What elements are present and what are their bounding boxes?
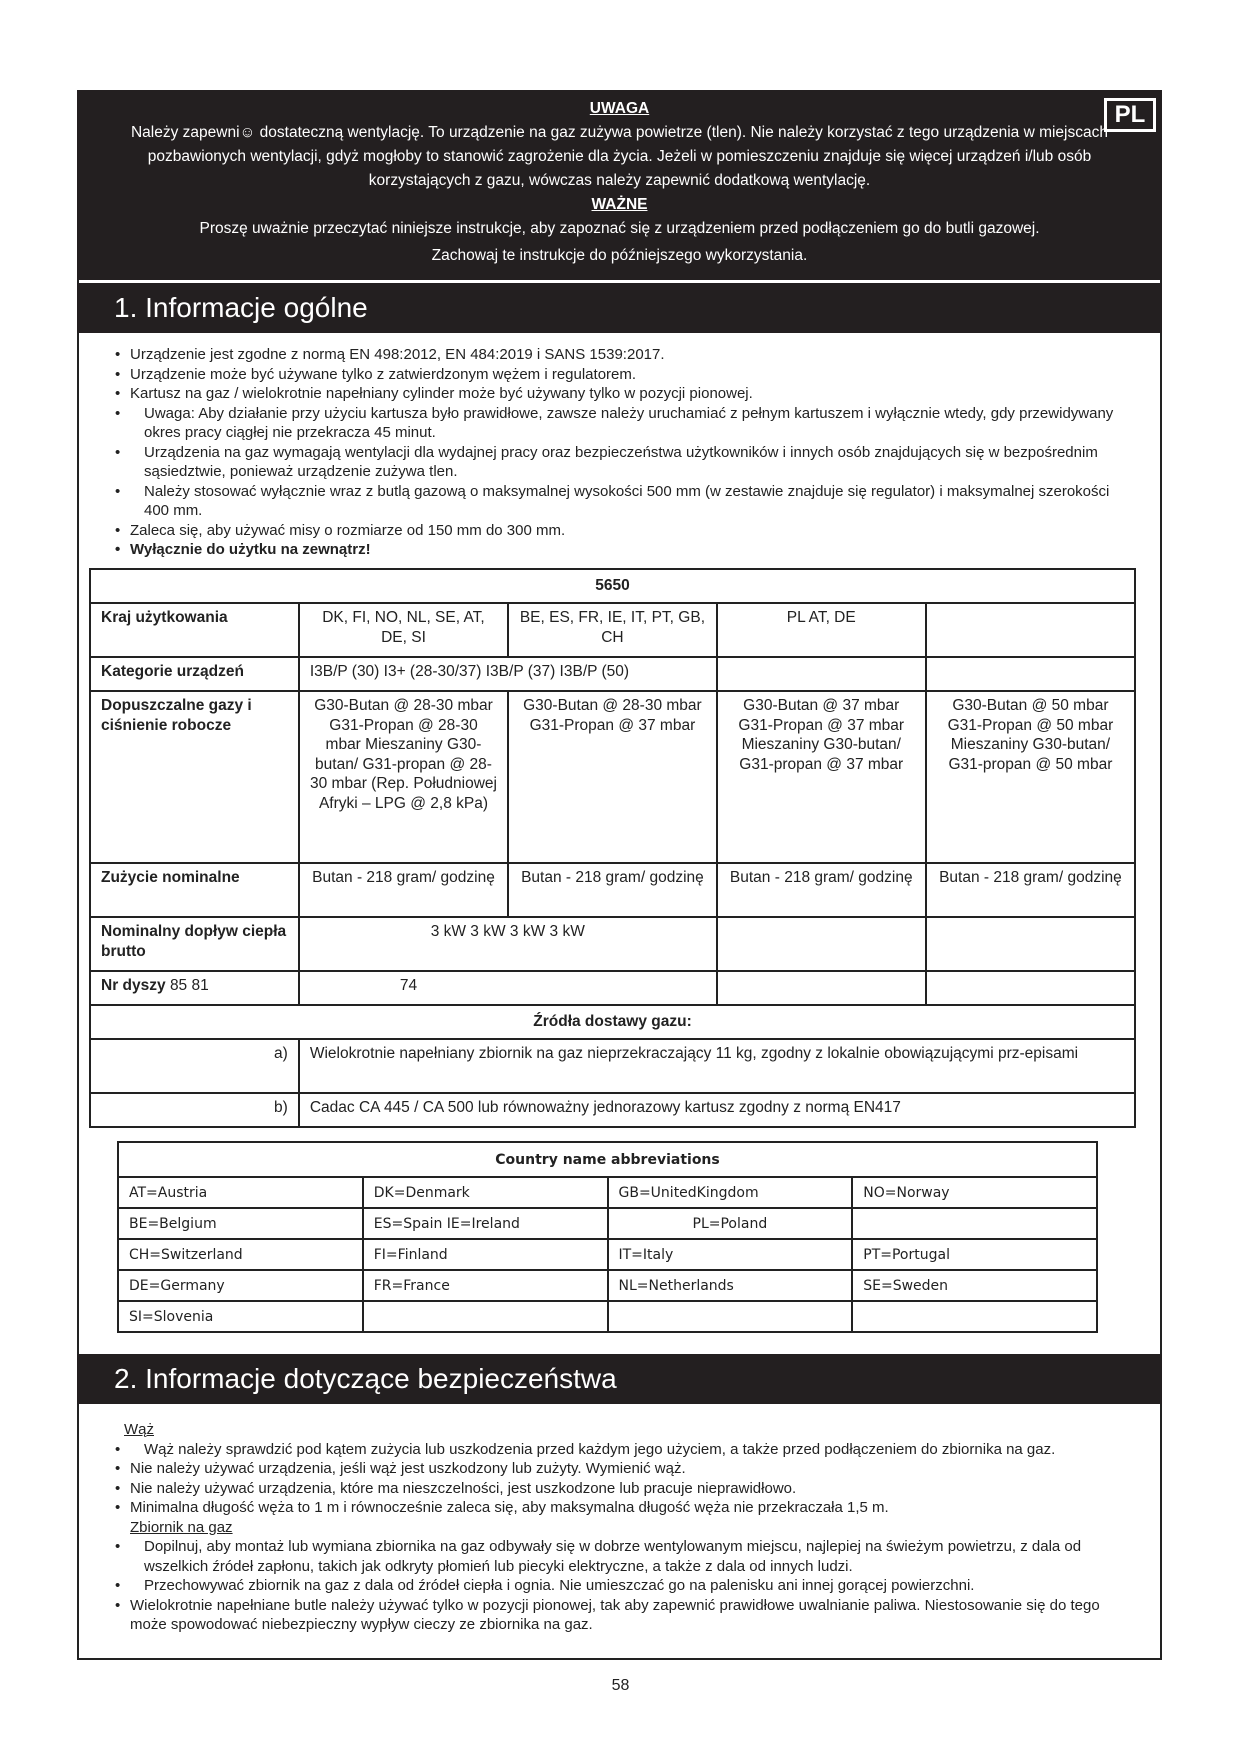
warning-title: UWAGA [589, 100, 650, 117]
heat-input-value: 3 kW 3 kW 3 kW 3 kW [299, 917, 717, 971]
country-group-a: DK, FI, NO, NL, SE, AT, DE, SI [299, 603, 508, 657]
tank-subheading: Zbiornik na gaz [130, 1518, 233, 1536]
abbreviation-title: Country name abbreviations [118, 1142, 1097, 1177]
table-cell: FR=France [363, 1270, 608, 1301]
table-cell: DE=Germany [118, 1270, 363, 1301]
gases-group-d: G30-Butan @ 50 mbar G31-Propan @ 50 mbar Mieszaniny G30-butan/ G31-propan @ 50 mbar [926, 691, 1135, 863]
country-group-b: BE, ES, FR, IE, IT, PT, GB, CH [508, 603, 717, 657]
list-item: • Kartusz na gaz / wielokrotnie napełniany cylinder może być używany tylko w pozycji pionowej. [112, 384, 1132, 404]
general-info-list [112, 345, 1132, 560]
gases-label: Dopuszczalne gazy i ciśnienie robocze [90, 691, 299, 863]
table-cell: PT=Portugal [852, 1239, 1097, 1270]
consumption-d: Butan - 218 gram/ godzinę [926, 863, 1135, 917]
nozzle-row-label [90, 971, 299, 1005]
warning-box [77, 90, 1162, 280]
category-value: I3B/P (30) I3+ (28-30/37) I3B/P (37) I3B/P (50) [299, 657, 717, 691]
table-cell [852, 1208, 1097, 1239]
gases-group-b: G30-Butan @ 28-30 mbar G31-Propan @ 37 mbar [508, 691, 717, 863]
consumption-c: Butan - 218 gram/ godzinę [717, 863, 926, 917]
list-item: • Zaleca się, aby używać misy o rozmiarze od 150 mm do 300 mm. [112, 521, 1132, 541]
list-item: • Wyłącznie do użytku na zewnątrz! [112, 540, 1132, 560]
language-badge: PL [1104, 98, 1156, 132]
list-item: • Wąż należy sprawdzić pod kątem zużycia lub uszkodzenia przed każdym jego użyciem, a także przed podłączeniem do zbiornika na gaz. [112, 1440, 1132, 1460]
consumption-b: Butan - 218 gram/ godzinę [508, 863, 717, 917]
empty-cell [926, 917, 1135, 971]
consumption-a: Butan - 218 gram/ godzinę [299, 863, 508, 917]
list-item: • Dopilnuj, aby montaż lub wymiana zbiornika na gaz odbywały się w dobrze wentylowanym miejscu, najlepiej na świeżym powietrzu, z dala od wszelkich źródeł zapłonu, takich jak odkryty płomień lub piecyki elektryczne, a także z dala od innych ludzi. [112, 1537, 1132, 1576]
page-number: 58 [611, 1677, 630, 1694]
table-row [118, 1177, 1097, 1208]
list-item: • Minimalna długość węża to 1 m i równocześnie zaleca się, aby maksymalna długość węża nie przekraczała 1,5 m. [112, 1498, 1132, 1518]
section-heading-general: 1. Informacje ogólne [77, 283, 1162, 333]
hose-list [112, 1440, 1132, 1518]
table-cell: ES=Spain IE=Ireland [363, 1208, 608, 1239]
list-item: • Nie należy używać urządzenia, które ma nieszczelności, jest uszkodzone lub pracuje nieprawidłowo. [112, 1479, 1132, 1499]
table-row [118, 1239, 1097, 1270]
important-title: WAŻNE [591, 196, 648, 213]
table-cell: SE=Sweden [852, 1270, 1097, 1301]
table-cell [363, 1301, 608, 1332]
table-cell: BE=Belgium [118, 1208, 363, 1239]
country-group-c: PL AT, DE [717, 603, 926, 657]
empty-cell [717, 917, 926, 971]
list-item: • Urządzenie może być używane tylko z zatwierdzonym wężem i regulatorem. [112, 365, 1132, 385]
list-item: • Nie należy używać urządzenia, jeśli wąż jest uszkodzony lub zużyty. Wymienić wąż. [112, 1459, 1132, 1479]
table-cell: AT=Austria [118, 1177, 363, 1208]
source-b-text: Cadac CA 445 / CA 500 lub równoważny jednorazowy kartusz zgodny z normą EN417 [299, 1093, 1135, 1127]
section-heading-safety: 2. Informacje dotyczące bezpieczeństwa [77, 1354, 1162, 1404]
spec-table [89, 568, 1136, 1128]
list-item: • Urządzenie jest zgodne z normą EN 498:2012, EN 484:2019 i SANS 1539:2017. [112, 345, 1132, 365]
important-text: Proszę uważnie przeczytać niniejsze instrukcje, aby zapoznać się z urządzeniem przed podłączeniem go do butli gazowej. [199, 220, 1040, 237]
table-cell: CH=Switzerland [118, 1239, 363, 1270]
list-item: • Uwaga: Aby działanie przy użyciu kartusza było prawidłowe, zawsze należy uruchamiać z pełnym kartuszem i wyłącznie wtedy, gdy przewidywany okres pracy ciągłej nie przekracza 45 minut. [112, 404, 1132, 443]
empty-cell [717, 657, 926, 691]
country-label: Kraj użytkowania [90, 603, 299, 657]
table-row [118, 1301, 1097, 1332]
source-b-key: b) [90, 1093, 299, 1127]
table-cell: PL=Poland [608, 1208, 853, 1239]
keep-instructions-text: Zachowaj te instrukcje do późniejszego wykorzystania. [431, 247, 808, 264]
consumption-label: Zużycie nominalne [90, 863, 299, 917]
tank-list [112, 1537, 1132, 1635]
warning-text: Należy zapewni☺ dostateczną wentylację. To urządzenie na gaz zużywa powietrze (tlen). Nie należy korzystać z tego urządzenia w miejscach pozbawionych wentylacji, gdyż mogłoby to stanowić zagrożenie dla życia. Jeżeli w pomieszczeniu znajduje się więcej urządzeń i/lub osób korzystających z gazu, wówczas należy zapewnić dodatkową wentylację. [130, 124, 1108, 189]
category-label: Kategorie urządzeń [90, 657, 299, 691]
model-number: 5650 [90, 569, 1135, 603]
table-row [118, 1270, 1097, 1301]
gas-sources-title: Źródła dostawy gazu: [90, 1005, 1135, 1039]
empty-cell [717, 971, 926, 1005]
nozzle-label: Nr dyszy [101, 977, 166, 994]
heat-input-label: Nominalny dopływ ciepła brutto [90, 917, 299, 971]
gases-group-c: G30-Butan @ 37 mbar G31-Propan @ 37 mbar Mieszaniny G30-butan/ G31-propan @ 37 mbar [717, 691, 926, 863]
empty-cell [926, 657, 1135, 691]
list-item: • Należy stosować wyłącznie wraz z butlą gazową o maksymalnej wysokości 500 mm (w zestawie znajduje się regulator) i maksymalnej szerokości 400 mm. [112, 482, 1132, 521]
list-item: • Urządzenia na gaz wymagają wentylacji dla wydajnej pracy oraz bezpieczeństwa użytkowników i innych osób znajdujących się w bezpośrednim sąsiedztwie, ponieważ urządzenie zużywa tlen. [112, 443, 1132, 482]
country-abbreviation-table [117, 1141, 1098, 1333]
nozzle-b: 74 [299, 971, 717, 1005]
table-cell [852, 1301, 1097, 1332]
empty-cell [926, 971, 1135, 1005]
safety-content [112, 1420, 1132, 1635]
nozzle-a: 85 81 [169, 977, 209, 994]
source-a-key: a) [90, 1039, 299, 1093]
table-cell: IT=Italy [608, 1239, 853, 1270]
table-cell: NL=Netherlands [608, 1270, 853, 1301]
table-cell: DK=Denmark [363, 1177, 608, 1208]
table-cell [608, 1301, 853, 1332]
list-item: • Przechowywać zbiornik na gaz z dala od źródeł ciepła i ognia. Nie umieszczać go na palenisku ani innej gorącej powierzchni. [112, 1576, 1132, 1596]
table-cell: SI=Slovenia [118, 1301, 363, 1332]
table-cell: NO=Norway [852, 1177, 1097, 1208]
list-item: • Wielokrotnie napełniane butle należy używać tylko w pozycji pionowej, tak aby zapewnić prawidłowe uwalnianie paliwa. Niestosowanie się do tego może spowodować niebezpieczny wypływ cieczy ze zbiornika na gaz. [112, 1596, 1132, 1635]
table-cell: FI=Finland [363, 1239, 608, 1270]
empty-cell [926, 603, 1135, 657]
gases-group-a: G30-Butan @ 28-30 mbar G31-Propan @ 28-30 mbar Mieszaniny G30-butan/ G31-propan @ 28-30 mbar (Rep. Południowej Afryki – LPG @ 2,8 kPa) [299, 691, 508, 863]
source-a-text: Wielokrotnie napełniany zbiornik na gaz nieprzekraczający 11 kg, zgodny z lokalnie obowiązującymi prz-episami [299, 1039, 1135, 1093]
hose-subheading: Wąż [124, 1421, 154, 1438]
table-cell: GB=UnitedKingdom [608, 1177, 853, 1208]
table-row [118, 1208, 1097, 1239]
